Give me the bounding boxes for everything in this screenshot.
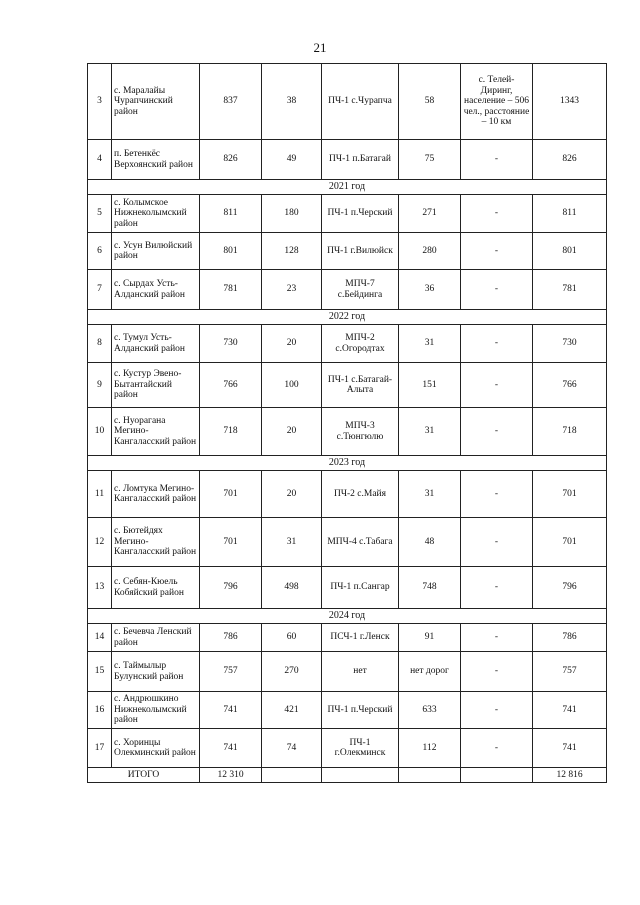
total-cell: 701 <box>533 471 607 518</box>
total-cell: 786 <box>533 624 607 652</box>
note-cell: - <box>461 471 533 518</box>
settlement-name: с. Бечевча Ленский район <box>112 624 200 652</box>
road-distance-cell: 112 <box>399 729 461 768</box>
settlements-table <box>87 63 607 783</box>
fire-station-cell: ПЧ-1 с.Батагай-Алыта <box>322 363 399 408</box>
fire-station-cell: ПЧ-1 п.Батагай <box>322 140 399 180</box>
population-cell: 811 <box>200 195 262 233</box>
note-cell: - <box>461 233 533 270</box>
table-body <box>88 64 607 783</box>
distance-cell: 20 <box>262 471 322 518</box>
total-cell: 796 <box>533 567 607 609</box>
row-number: 14 <box>88 624 112 652</box>
table-row <box>88 195 607 233</box>
settlement-name: с. Нуорагана Мегино-Кангаласский район <box>112 408 200 456</box>
fire-station-cell: ПЧ-1 п.Черский <box>322 692 399 729</box>
road-distance-cell: 280 <box>399 233 461 270</box>
table-row <box>88 140 607 180</box>
row-number: 17 <box>88 729 112 768</box>
table-row <box>88 471 607 518</box>
road-distance-cell: 31 <box>399 325 461 363</box>
table-row <box>88 363 607 408</box>
year-label: 2021 год <box>88 180 607 195</box>
distance-cell: 38 <box>262 64 322 140</box>
table-row <box>88 692 607 729</box>
distance-cell: 180 <box>262 195 322 233</box>
settlement-name: с. Сырдах Усть-Алданский район <box>112 270 200 310</box>
population-cell: 766 <box>200 363 262 408</box>
note-cell: - <box>461 195 533 233</box>
total-cell: 701 <box>533 518 607 567</box>
road-distance-cell: 31 <box>399 471 461 518</box>
road-distance-cell: 633 <box>399 692 461 729</box>
settlement-name: с. Кустур Эвено-Бытантайский район <box>112 363 200 408</box>
distance-cell: 498 <box>262 567 322 609</box>
road-distance-cell: 58 <box>399 64 461 140</box>
settlement-name: с. Ломтука Мегино-Кангаласский район <box>112 471 200 518</box>
total-cell: 741 <box>533 692 607 729</box>
table-row <box>88 325 607 363</box>
page-number: 21 <box>313 40 327 55</box>
table-row <box>88 729 607 768</box>
settlement-name: с. Хоринцы Олекминский район <box>112 729 200 768</box>
distance-cell: 31 <box>262 518 322 567</box>
totals-row <box>88 768 607 783</box>
table-row <box>88 270 607 310</box>
note-cell: - <box>461 692 533 729</box>
total-cell: 826 <box>533 140 607 180</box>
note-cell: - <box>461 325 533 363</box>
road-distance-cell: 271 <box>399 195 461 233</box>
settlement-name: с. Себян-Кюель Кобяйский район <box>112 567 200 609</box>
row-number: 5 <box>88 195 112 233</box>
note-cell: - <box>461 567 533 609</box>
population-cell: 826 <box>200 140 262 180</box>
row-number: 9 <box>88 363 112 408</box>
empty-cell <box>322 768 399 783</box>
settlement-name: с. Тумул Усть-Алданский район <box>112 325 200 363</box>
distance-cell: 23 <box>262 270 322 310</box>
fire-station-cell: нет <box>322 652 399 692</box>
row-number: 13 <box>88 567 112 609</box>
population-cell: 741 <box>200 729 262 768</box>
note-cell: - <box>461 270 533 310</box>
year-row <box>88 310 607 325</box>
total-cell: 730 <box>533 325 607 363</box>
settlement-name: с. Бютейдях Мегино-Кангаласский район <box>112 518 200 567</box>
settlement-name: с. Таймылыр Булунский район <box>112 652 200 692</box>
empty-cell <box>461 768 533 783</box>
settlement-name: п. Бетенкёс Верхоянский район <box>112 140 200 180</box>
distance-cell: 60 <box>262 624 322 652</box>
population-cell: 718 <box>200 408 262 456</box>
table-row <box>88 408 607 456</box>
row-number: 6 <box>88 233 112 270</box>
population-cell: 796 <box>200 567 262 609</box>
note-cell: - <box>461 363 533 408</box>
fire-station-cell: ПЧ-1 с.Чурапча <box>322 64 399 140</box>
note-cell: - <box>461 729 533 768</box>
totals-total: 12 816 <box>533 768 607 783</box>
population-cell: 701 <box>200 518 262 567</box>
row-number: 12 <box>88 518 112 567</box>
total-cell: 811 <box>533 195 607 233</box>
table-row <box>88 518 607 567</box>
fire-station-cell: МПЧ-4 с.Табага <box>322 518 399 567</box>
totals-population: 12 310 <box>200 768 262 783</box>
year-label: 2024 год <box>88 609 607 624</box>
fire-station-cell: ПЧ-2 с.Майя <box>322 471 399 518</box>
population-cell: 781 <box>200 270 262 310</box>
distance-cell: 270 <box>262 652 322 692</box>
year-row <box>88 180 607 195</box>
population-cell: 786 <box>200 624 262 652</box>
year-label: 2023 год <box>88 456 607 471</box>
note-cell: - <box>461 140 533 180</box>
total-cell: 718 <box>533 408 607 456</box>
table-row <box>88 652 607 692</box>
population-cell: 801 <box>200 233 262 270</box>
row-number: 7 <box>88 270 112 310</box>
year-row <box>88 456 607 471</box>
table-row <box>88 567 607 609</box>
table-row <box>88 233 607 270</box>
settlement-name: с. Маралайы Чурапчинский район <box>112 64 200 140</box>
row-number: 15 <box>88 652 112 692</box>
empty-cell <box>262 768 322 783</box>
distance-cell: 20 <box>262 325 322 363</box>
row-number: 11 <box>88 471 112 518</box>
total-cell: 781 <box>533 270 607 310</box>
note-cell: - <box>461 518 533 567</box>
population-cell: 741 <box>200 692 262 729</box>
year-label: 2022 год <box>88 310 607 325</box>
fire-station-cell: МПЧ-3 с.Тюнгюлю <box>322 408 399 456</box>
row-number: 10 <box>88 408 112 456</box>
fire-station-cell: ПЧ-1 г.Олекминск <box>322 729 399 768</box>
total-cell: 1343 <box>533 64 607 140</box>
total-cell: 757 <box>533 652 607 692</box>
fire-station-cell: МПЧ-7 с.Бейдинга <box>322 270 399 310</box>
settlement-name: с. Усун Вилюйский район <box>112 233 200 270</box>
total-cell: 741 <box>533 729 607 768</box>
road-distance-cell: 75 <box>399 140 461 180</box>
road-distance-cell: нет дорог <box>399 652 461 692</box>
settlement-name: с. Андрюшкино Нижнеколымский район <box>112 692 200 729</box>
road-distance-cell: 91 <box>399 624 461 652</box>
totals-label: ИТОГО <box>88 768 200 783</box>
note-cell: - <box>461 624 533 652</box>
population-cell: 701 <box>200 471 262 518</box>
population-cell: 837 <box>200 64 262 140</box>
total-cell: 801 <box>533 233 607 270</box>
table-row <box>88 64 607 140</box>
distance-cell: 100 <box>262 363 322 408</box>
row-number: 4 <box>88 140 112 180</box>
distance-cell: 421 <box>262 692 322 729</box>
road-distance-cell: 748 <box>399 567 461 609</box>
road-distance-cell: 31 <box>399 408 461 456</box>
distance-cell: 74 <box>262 729 322 768</box>
fire-station-cell: МПЧ-2 с.Огородтах <box>322 325 399 363</box>
note-cell: с. Телей-Диринг, население – 506 чел., расстояние – 10 км <box>461 64 533 140</box>
total-cell: 766 <box>533 363 607 408</box>
distance-cell: 49 <box>262 140 322 180</box>
distance-cell: 128 <box>262 233 322 270</box>
distance-cell: 20 <box>262 408 322 456</box>
road-distance-cell: 48 <box>399 518 461 567</box>
row-number: 16 <box>88 692 112 729</box>
road-distance-cell: 36 <box>399 270 461 310</box>
note-cell: - <box>461 652 533 692</box>
settlement-name: с. Колымское Нижнеколымский район <box>112 195 200 233</box>
row-number: 8 <box>88 325 112 363</box>
road-distance-cell: 151 <box>399 363 461 408</box>
row-number: 3 <box>88 64 112 140</box>
population-cell: 757 <box>200 652 262 692</box>
fire-station-cell: ПСЧ-1 г.Ленск <box>322 624 399 652</box>
fire-station-cell: ПЧ-1 п.Сангар <box>322 567 399 609</box>
note-cell: - <box>461 408 533 456</box>
fire-station-cell: ПЧ-1 г.Вилюйск <box>322 233 399 270</box>
table-row <box>88 624 607 652</box>
year-row <box>88 609 607 624</box>
population-cell: 730 <box>200 325 262 363</box>
empty-cell <box>399 768 461 783</box>
fire-station-cell: ПЧ-1 п.Черский <box>322 195 399 233</box>
